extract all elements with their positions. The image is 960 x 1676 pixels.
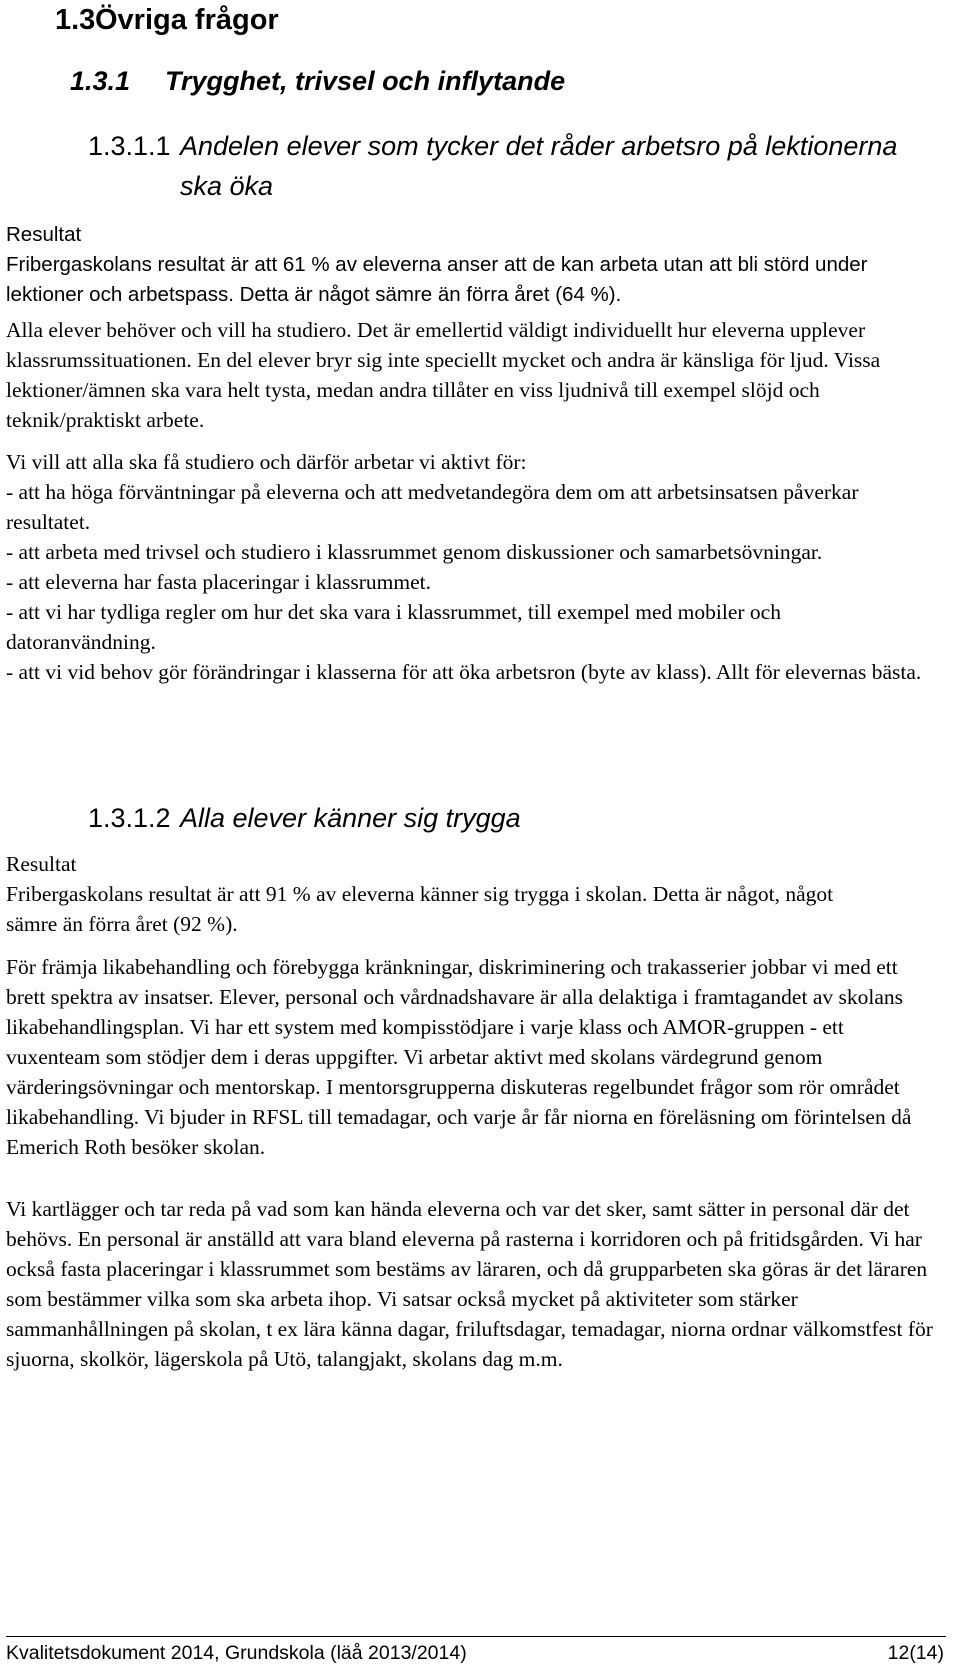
list-item: - att ha höga förväntningar på eleverna och att medvetandegöra dem om att arbetsinsatsen påverkar resultatet. <box>6 480 859 534</box>
item1-para2-intro: Vi vill att alla ska få studiero och därför arbetar vi aktivt för: <box>6 450 527 474</box>
item2-result-label: Resultat <box>6 852 77 876</box>
item1-result-paragraph: Fribergaskolans resultat är att 61 % av eleverna anser att de kan arbeta utan att bli störd under lektioner och arbetspass. Detta är något sämre än förra året (64 %). <box>6 253 868 306</box>
list-item: - att vi vid behov gör förändringar i klasserna för att öka arbetsron (byte av klass). Allt för elevernas bästa. <box>6 660 922 684</box>
section-number: 1.3 <box>55 4 96 36</box>
item2-result-text <box>6 879 886 939</box>
item1-paragraph-1 <box>6 315 941 435</box>
item1-number: 1.3.1.1 <box>88 131 171 161</box>
item2-para1-text: För främja likabehandling och förebygga kränkningar, diskriminering och trakasserier jobbar vi med ett brett spektra av insatser. Elever, personal och vårdnadshavare är alla delaktiga i framtagandet av skolans likabehandlingsplan. Vi har ett system med kompisstödjare i varje klass och AMOR-gruppen - ett vuxenteam som stödjer dem i deras uppgifter. Vi arbetar aktivt med skolans värdegrund genom värderingsövningar och mentorskap. I mentorsgrupperna diskuteras regelbundet frågor som rör området likabehandling. Vi bjuder in RFSL till temadagar, och varje år får niorna en föreläsning om förintelsen då Emerich Roth besöker skolan. <box>6 955 912 1159</box>
subsection-title: Trygghet, trivsel och inflytande <box>165 66 566 96</box>
footer-page-number: 12(14) <box>887 1642 944 1664</box>
item1-para1-text: Alla elever behöver och vill ha studiero. Det är emellertid väldigt individuellt hur eleverna upplever klassrumssituationen. En del elever bryr sig inte speciellt mycket och andra är känsliga för ljud. Vissa lektioner/ämnen ska vara helt tysta, medan andra tillåter en viss ljudnivå till exempel slöjd och teknik/praktiskt arbete. <box>6 318 881 432</box>
section-heading <box>55 4 279 37</box>
item2-title: Alla elever känner sig trygga <box>180 803 521 833</box>
item2-paragraph-1 <box>6 952 941 1162</box>
section-title: Övriga frågor <box>95 4 279 36</box>
item2-para2-text: Vi kartlägger och tar reda på vad som kan hända eleverna och var det sker, samt sätter in personal där det behövs. En personal är anställd att vara bland eleverna på rasterna i korridoren och på fritidsgården. Vi har också fasta placeringar i klassrummet som bestäms av läraren, och då grupparbeten ska göras är det läraren som bestämmer vilka som ska arbeta ihop. Vi satsar också mycket på aktiviteter som stärker sammanhållningen på skolan, t ex lära känna dagar, friluftsdagar, temadagar, niorna ordnar välkomstfest för sjuorna, skolkör, lägerskola på Utö, talangjakt, skolans dag m.m. <box>6 1197 933 1371</box>
subsection-heading <box>70 66 565 97</box>
item2-paragraph-2 <box>6 1194 941 1374</box>
list-item: - att eleverna har fasta placeringar i klassrummet. <box>6 570 432 594</box>
item1-result-text <box>6 250 941 310</box>
item1-paragraph-2 <box>6 447 931 687</box>
item2-result-paragraph: Fribergaskolans resultat är att 91 % av eleverna känner sig trygga i skolan. Detta är något, något sämre än förra året (92 %). <box>6 882 834 936</box>
footer-divider <box>6 1636 946 1637</box>
item1-title: Andelen elever som tycker det råder arbetsro på lektionerna ska öka <box>180 131 898 201</box>
item1-heading <box>88 126 900 206</box>
item2-heading <box>88 798 900 838</box>
item2-number: 1.3.1.2 <box>88 803 171 833</box>
item1-result-label: Resultat <box>6 223 82 246</box>
list-item: - att arbeta med trivsel och studiero i klassrummet genom diskussioner och samarbetsövningar. <box>6 540 823 564</box>
subsection-number: 1.3.1 <box>70 66 131 96</box>
list-item: - att vi har tydliga regler om hur det ska vara i klassrummet, till exempel med mobiler och datoranvändning. <box>6 600 781 654</box>
footer-document-title: Kvalitetsdokument 2014, Grundskola (läå 2013/2014) <box>6 1642 467 1664</box>
